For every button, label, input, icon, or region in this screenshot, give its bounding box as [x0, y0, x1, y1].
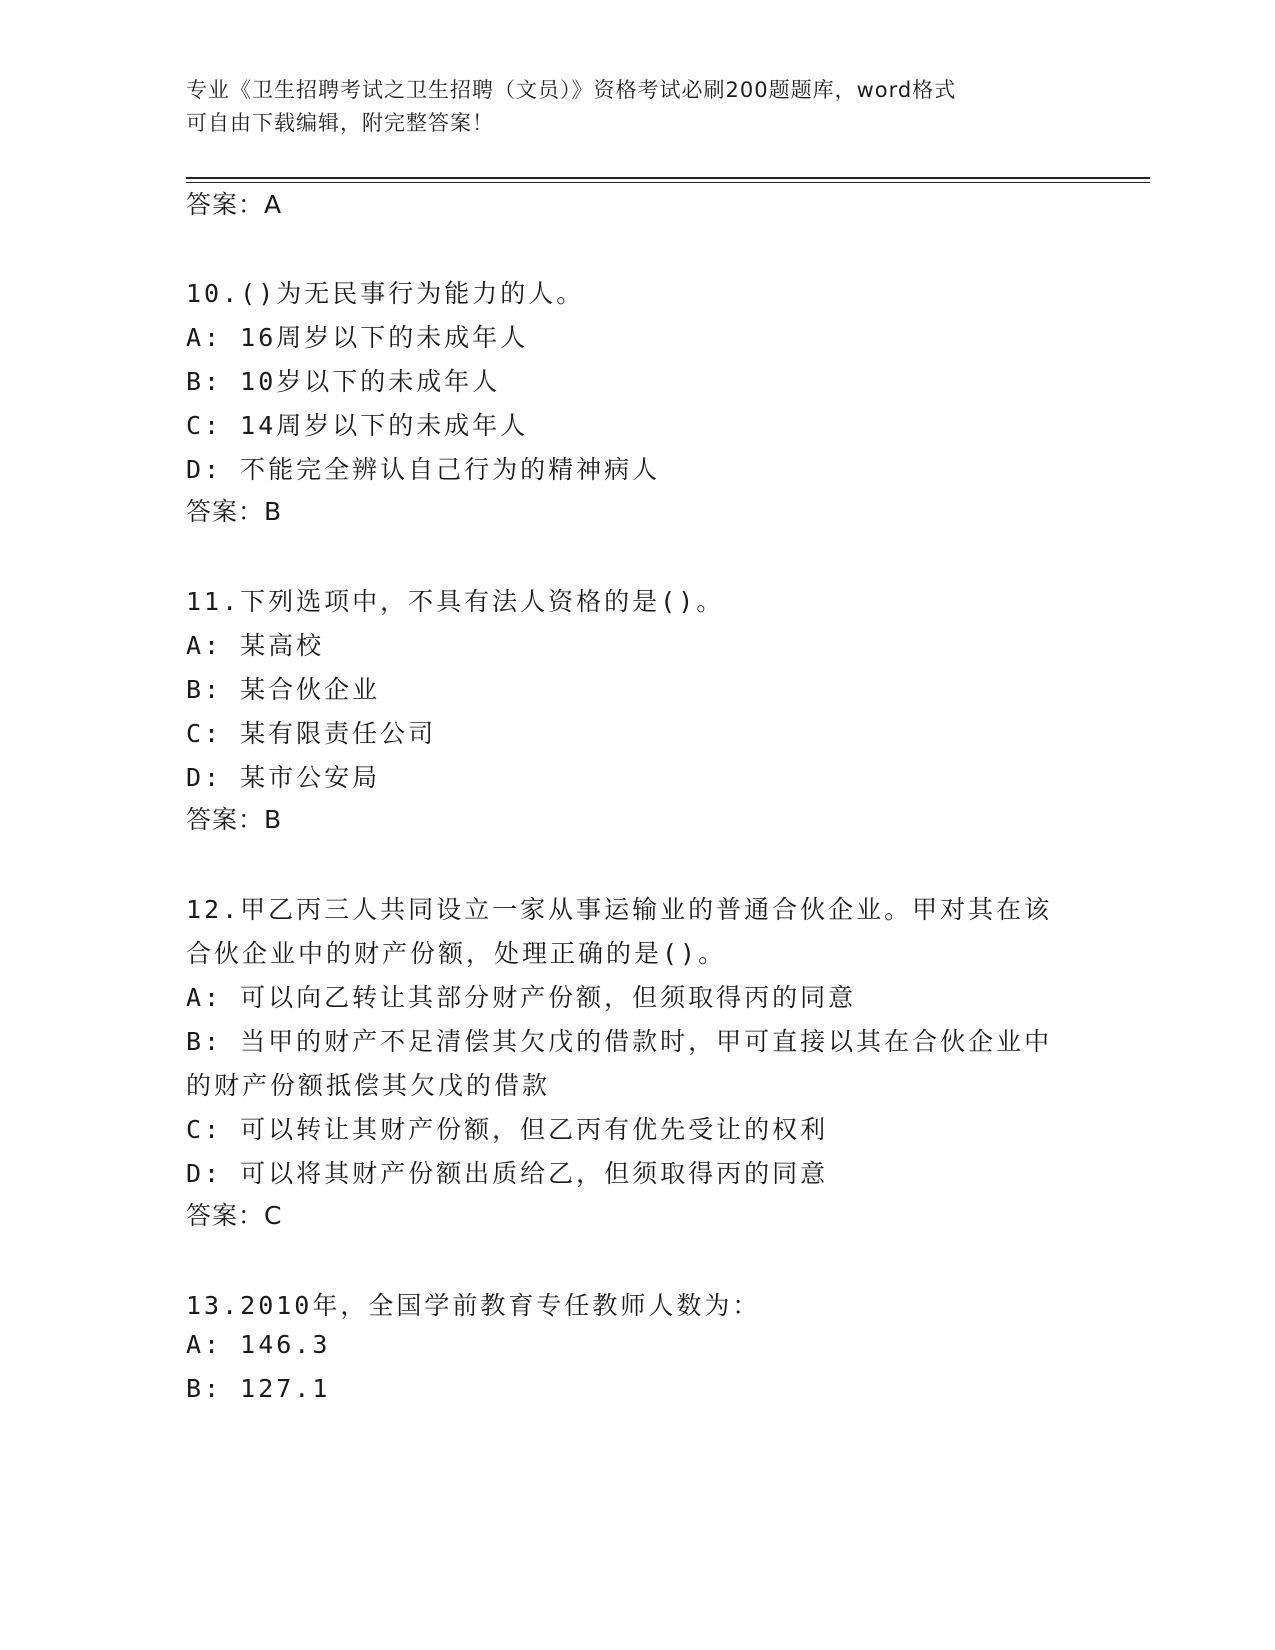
question-11-option-d: D: 某市公安局: [186, 763, 381, 792]
question-10-option-d: D: 不能完全辨认自己行为的精神病人: [186, 455, 661, 484]
header-divider-thin: [186, 182, 1150, 183]
question-11-option-c: C: 某有限责任公司: [186, 719, 437, 748]
answer-previous-question: 答案：A: [186, 190, 283, 219]
question-10-option-c: C: 14周岁以下的未成年人: [186, 411, 529, 440]
question-12-option-b-line-1: B: 当甲的财产不足清偿其欠戊的借款时，甲可直接以其在合伙企业中: [186, 1027, 1053, 1056]
document-header: [186, 74, 1066, 140]
question-10-answer: 答案：B: [186, 497, 283, 526]
question-13-text: 13.2010年，全国学前教育专任教师人数为：: [186, 1291, 761, 1320]
question-10-option-a: A: 16周岁以下的未成年人: [186, 323, 529, 352]
question-12-option-a: A: 可以向乙转让其部分财产份额，但须取得丙的同意: [186, 983, 857, 1012]
question-11-text: 11.下列选项中，不具有法人资格的是()。: [186, 587, 725, 616]
question-12-text-line-1: 12.甲乙丙三人共同设立一家从事运输业的普通合伙企业。甲对其在该: [186, 895, 1053, 924]
question-12-option-d: D: 可以将其财产份额出质给乙，但须取得丙的同意: [186, 1159, 829, 1188]
question-11-option-a: A: 某高校: [186, 631, 325, 660]
question-12-text-line-2: 合伙企业中的财产份额，处理正确的是()。: [186, 939, 727, 968]
question-10-text: 10.()为无民事行为能力的人。: [186, 279, 585, 308]
question-10-option-b: B: 10岁以下的未成年人: [186, 367, 501, 396]
question-11-option-b: B: 某合伙企业: [186, 675, 381, 704]
question-12-option-b-line-2: 的财产份额抵偿其欠戊的借款: [186, 1071, 551, 1100]
question-12-answer: 答案：C: [186, 1201, 283, 1230]
header-line-1: 专业《卫生招聘考试之卫生招聘（文员）》资格考试必刷200题题库，word格式: [186, 78, 957, 102]
question-12-option-c: C: 可以转让其财产份额，但乙丙有优先受让的权利: [186, 1115, 829, 1144]
header-divider-thick: [186, 177, 1150, 179]
question-13-option-a: A: 146.3: [186, 1330, 331, 1359]
header-line-2: 可自由下载编辑，附完整答案！: [186, 111, 494, 135]
question-13-option-b: B: 127.1: [186, 1374, 331, 1403]
question-11-answer: 答案：B: [186, 805, 283, 834]
